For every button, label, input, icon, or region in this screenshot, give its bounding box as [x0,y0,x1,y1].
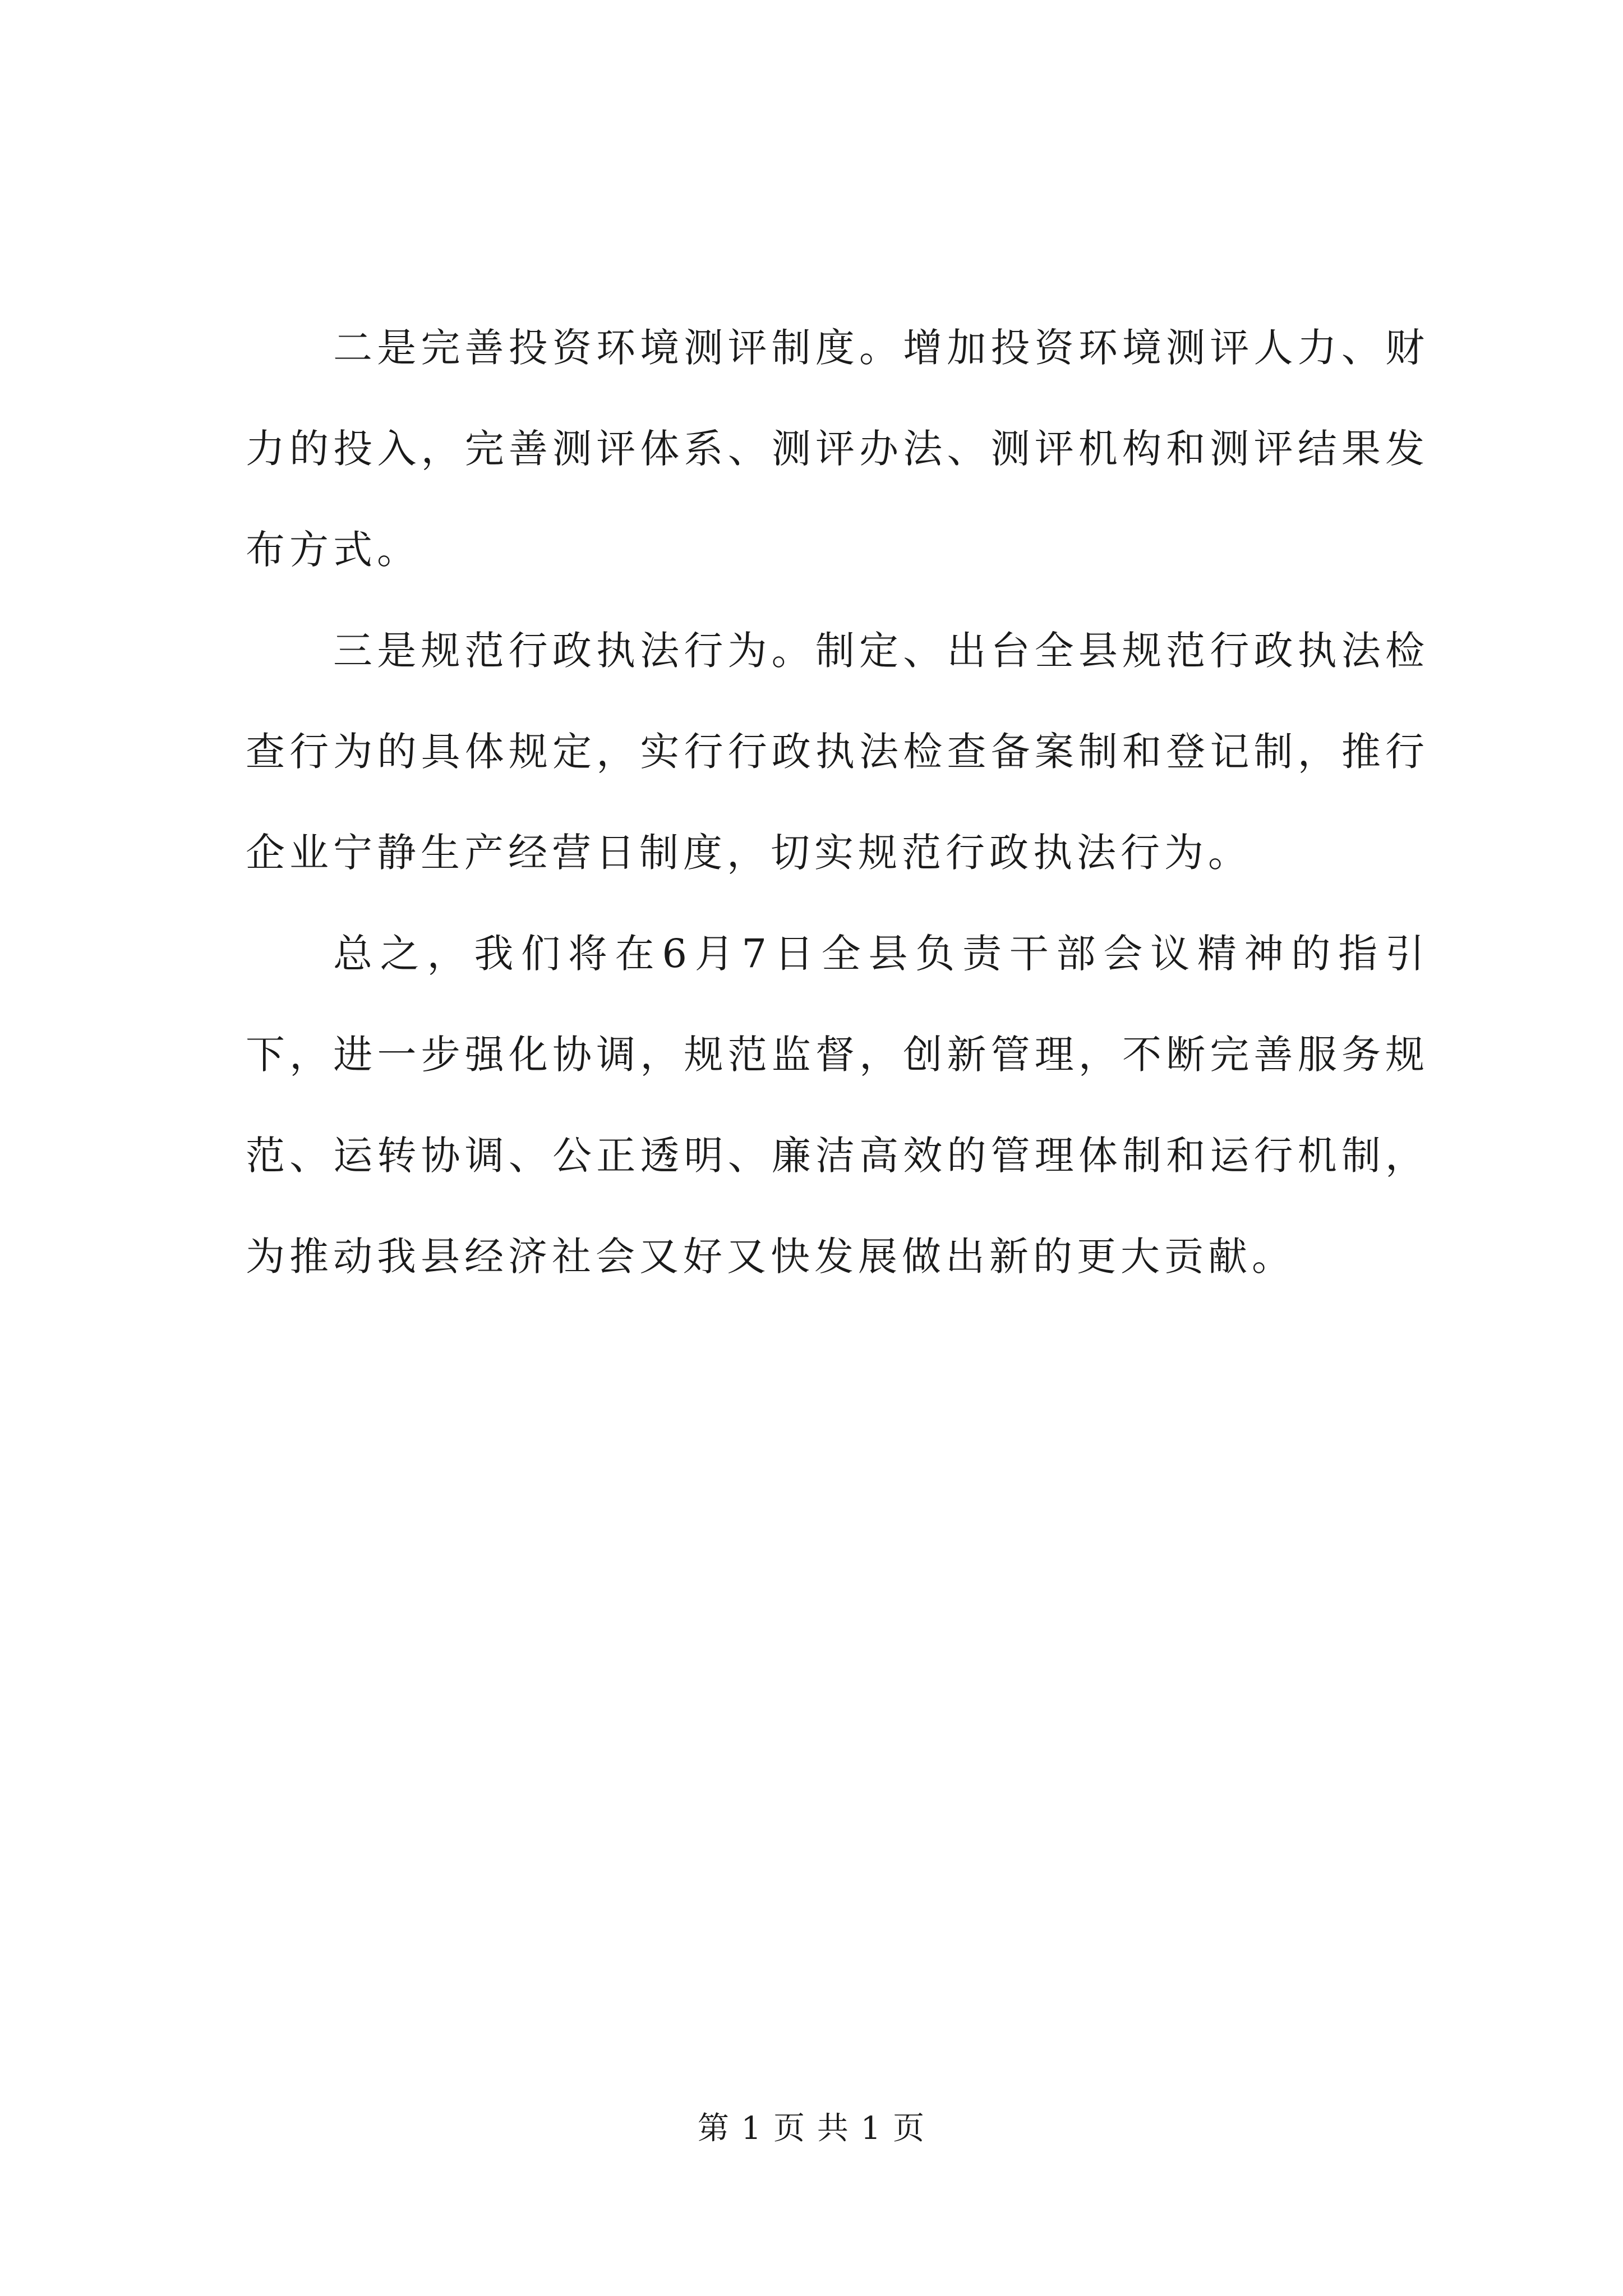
page-footer: 第 1 页 共 1 页 [697,2110,926,2147]
paragraph-investment-environment: 二是完善投资环境测评制度。增加投资环境测评人力、财力的投入，完善测评体系、测评办法、测评机构和测评结果发布方式。 [246,325,1429,573]
paragraph-administrative-enforcement: 三是规范行政执法行为。制定、出台全县规范行政执法检查行为的具体规定，实行行政执法检查备案制和登记制，推行企业宁静生产经营日制度，切实规范行政执法行为。 [246,628,1429,876]
paragraph-conclusion: 总之，我们将在6月7日全县负责干部会议精神的指引下，进一步强化协调，规范监督，创新管理，不断完善服务规范、运转协调、公正透明、廉洁高效的管理体制和运行机制，为推动我县经济社会又好又快发展做出新的更大贡献。 [246,931,1429,1280]
document-body [246,297,1429,1307]
